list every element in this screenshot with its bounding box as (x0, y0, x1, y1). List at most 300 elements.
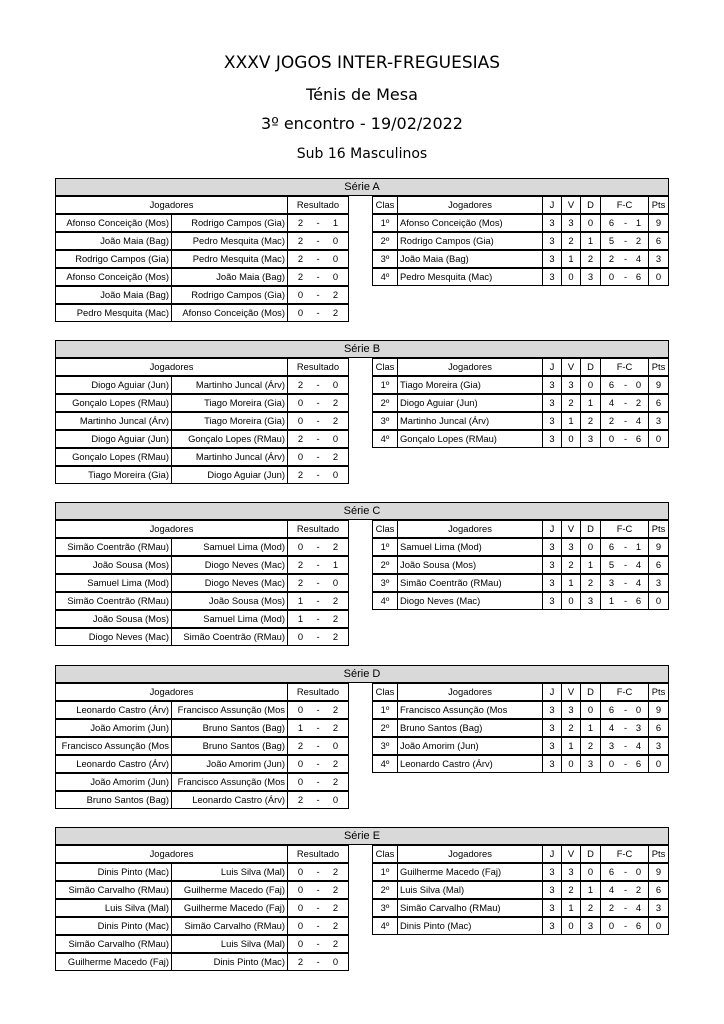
standing-against: 4 (629, 737, 649, 755)
standing-fc-dash: - (621, 232, 630, 250)
pts-header: Pts (648, 358, 669, 376)
match-score-1: 0 (287, 628, 313, 646)
match-player-2: Leonardo Castro (Árv) (171, 791, 288, 809)
match-score-1: 0 (287, 755, 313, 773)
standing-for: 1 (600, 592, 622, 610)
match-score-1: 0 (287, 863, 313, 881)
sport-title: Ténis de Mesa (306, 85, 418, 104)
standing-wins: 1 (561, 737, 581, 755)
result-header: Resultado (287, 683, 349, 701)
result-header: Resultado (287, 196, 349, 214)
match-score-2: 2 (323, 628, 349, 646)
match-score-2: 1 (323, 214, 349, 232)
standing-position: 2º (372, 394, 398, 412)
standing-points: 0 (648, 268, 669, 286)
match-score-1: 1 (287, 719, 313, 737)
standing-played: 3 (542, 430, 562, 448)
match-player-1: Gonçalo Lopes (RMau) (55, 448, 172, 466)
match-player-1: Dinis Pinto (Mac) (55, 863, 172, 881)
standing-fc-dash: - (621, 250, 630, 268)
match-score-2: 2 (323, 755, 349, 773)
match-score-dash: - (312, 232, 324, 250)
match-score-dash: - (312, 286, 324, 304)
standing-wins: 0 (561, 430, 581, 448)
match-score-dash: - (312, 430, 324, 448)
standing-played: 3 (542, 899, 562, 917)
standing-losses: 2 (580, 412, 601, 430)
match-score-2: 2 (323, 610, 349, 628)
match-player-2: Diogo Neves (Mac) (171, 556, 288, 574)
match-score-dash: - (312, 881, 324, 899)
match-score-1: 2 (287, 376, 313, 394)
j-header: J (542, 845, 562, 863)
standing-points: 9 (648, 701, 669, 719)
match-score-1: 2 (287, 574, 313, 592)
match-score-2: 2 (323, 592, 349, 610)
match-score-1: 0 (287, 881, 313, 899)
j-header: J (542, 683, 562, 701)
standing-player: Afonso Conceição (Mos) (397, 214, 543, 232)
standing-for: 5 (600, 232, 622, 250)
standing-wins: 2 (561, 719, 581, 737)
match-score-1: 2 (287, 556, 313, 574)
standing-points: 6 (648, 719, 669, 737)
match-score-dash: - (312, 917, 324, 935)
match-score-dash: - (312, 953, 324, 971)
standing-played: 3 (542, 592, 562, 610)
match-player-2: Bruno Santos (Bag) (171, 719, 288, 737)
rank-header: Clas (372, 845, 398, 863)
standing-position: 4º (372, 917, 398, 935)
match-score-dash: - (312, 719, 324, 737)
rank-header: Clas (372, 520, 398, 538)
standing-losses: 1 (580, 556, 601, 574)
standing-position: 3º (372, 574, 398, 592)
standing-wins: 0 (561, 917, 581, 935)
match-player-1: Dinis Pinto (Mac) (55, 917, 172, 935)
standing-losses: 1 (580, 719, 601, 737)
match-score-2: 2 (323, 863, 349, 881)
d-header: D (580, 358, 601, 376)
match-score-1: 2 (287, 953, 313, 971)
standing-position: 3º (372, 250, 398, 268)
result-header: Resultado (287, 520, 349, 538)
match-score-dash: - (312, 935, 324, 953)
match-score-dash: - (312, 268, 324, 286)
standing-played: 3 (542, 232, 562, 250)
match-player-2: Pedro Mesquita (Mac) (171, 232, 288, 250)
match-player-2: Martinho Juncal (Árv) (171, 376, 288, 394)
standing-against: 0 (629, 863, 649, 881)
standing-against: 0 (629, 376, 649, 394)
match-player-2: Afonso Conceição (Mos) (171, 304, 288, 322)
standing-fc-dash: - (621, 556, 630, 574)
match-score-2: 0 (323, 268, 349, 286)
match-score-dash: - (312, 448, 324, 466)
standing-against: 1 (629, 538, 649, 556)
standing-wins: 2 (561, 394, 581, 412)
match-player-1: Afonso Conceição (Mos) (55, 268, 172, 286)
match-score-2: 1 (323, 556, 349, 574)
standing-for: 6 (600, 863, 622, 881)
match-score-dash: - (312, 773, 324, 791)
match-score-dash: - (312, 214, 324, 232)
match-score-2: 0 (323, 430, 349, 448)
j-header: J (542, 358, 562, 376)
standing-against: 1 (629, 214, 649, 232)
standing-points: 9 (648, 214, 669, 232)
match-score-dash: - (312, 628, 324, 646)
player-header: Jogadores (397, 358, 543, 376)
standing-player: Francisco Assunção (Mos (397, 701, 543, 719)
match-player-1: Simão Coentrão (RMau) (55, 592, 172, 610)
page-title: XXXV JOGOS INTER-FREGUESIAS (223, 53, 501, 73)
standing-played: 3 (542, 412, 562, 430)
match-score-2: 0 (323, 791, 349, 809)
match-score-1: 2 (287, 466, 313, 484)
match-player-1: Simão Coentrão (RMau) (55, 538, 172, 556)
player-header: Jogadores (397, 845, 543, 863)
standing-points: 6 (648, 556, 669, 574)
match-player-2: Samuel Lima (Mod) (171, 610, 288, 628)
result-header: Resultado (287, 845, 349, 863)
standing-played: 3 (542, 250, 562, 268)
standing-fc-dash: - (621, 863, 630, 881)
match-player-2: Diogo Neves (Mac) (171, 574, 288, 592)
match-score-1: 0 (287, 701, 313, 719)
match-score-dash: - (312, 304, 324, 322)
match-player-1: Bruno Santos (Bag) (55, 791, 172, 809)
match-player-1: Leonardo Castro (Árv) (55, 701, 172, 719)
standing-for: 0 (600, 917, 622, 935)
match-player-1: Tiago Moreira (Gia) (55, 466, 172, 484)
standing-for: 2 (600, 412, 622, 430)
standing-against: 4 (629, 899, 649, 917)
standing-position: 1º (372, 376, 398, 394)
match-player-2: João Amorim (Jun) (171, 755, 288, 773)
match-score-1: 0 (287, 917, 313, 935)
match-score-1: 2 (287, 737, 313, 755)
match-score-2: 2 (323, 773, 349, 791)
standing-points: 0 (648, 430, 669, 448)
standing-points: 9 (648, 863, 669, 881)
rank-header: Clas (372, 358, 398, 376)
standing-losses: 0 (580, 863, 601, 881)
standing-losses: 3 (580, 268, 601, 286)
match-score-1: 2 (287, 268, 313, 286)
series-title: Série B (55, 340, 669, 358)
standing-against: 4 (629, 250, 649, 268)
match-score-1: 0 (287, 448, 313, 466)
match-player-2: Luis Silva (Mal) (171, 935, 288, 953)
series-title: Série E (55, 827, 669, 845)
standing-losses: 0 (580, 376, 601, 394)
standing-wins: 3 (561, 538, 581, 556)
standing-against: 2 (629, 394, 649, 412)
standing-played: 3 (542, 755, 562, 773)
standing-wins: 0 (561, 592, 581, 610)
standing-fc-dash: - (621, 394, 630, 412)
match-player-2: Guilherme Macedo (Faj) (171, 899, 288, 917)
players-header: Jogadores (55, 683, 288, 701)
standing-losses: 2 (580, 899, 601, 917)
standing-fc-dash: - (621, 755, 630, 773)
match-player-1: Gonçalo Lopes (RMau) (55, 394, 172, 412)
match-score-2: 0 (323, 953, 349, 971)
match-score-dash: - (312, 863, 324, 881)
fc-header: F-C (600, 683, 649, 701)
standing-player: Guilherme Macedo (Faj) (397, 863, 543, 881)
match-player-2: Tiago Moreira (Gia) (171, 394, 288, 412)
fc-header: F-C (600, 520, 649, 538)
standing-player: Martinho Juncal (Árv) (397, 412, 543, 430)
match-score-1: 1 (287, 592, 313, 610)
standing-wins: 0 (561, 755, 581, 773)
standing-wins: 2 (561, 232, 581, 250)
standing-fc-dash: - (621, 592, 630, 610)
standing-position: 1º (372, 863, 398, 881)
standing-for: 5 (600, 556, 622, 574)
match-score-dash: - (312, 412, 324, 430)
v-header: V (561, 845, 581, 863)
standing-fc-dash: - (621, 881, 630, 899)
standing-fc-dash: - (621, 574, 630, 592)
standing-for: 0 (600, 755, 622, 773)
standing-position: 2º (372, 556, 398, 574)
standing-position: 1º (372, 701, 398, 719)
standing-for: 3 (600, 737, 622, 755)
standing-losses: 3 (580, 430, 601, 448)
match-score-2: 2 (323, 394, 349, 412)
match-player-2: Simão Carvalho (RMau) (171, 917, 288, 935)
standing-position: 4º (372, 755, 398, 773)
match-score-2: 2 (323, 538, 349, 556)
standing-played: 3 (542, 719, 562, 737)
match-player-1: João Amorim (Jun) (55, 773, 172, 791)
standing-position: 1º (372, 538, 398, 556)
match-score-dash: - (312, 250, 324, 268)
standing-position: 3º (372, 412, 398, 430)
match-player-1: Diogo Aguiar (Jun) (55, 376, 172, 394)
match-score-dash: - (312, 899, 324, 917)
standing-wins: 3 (561, 701, 581, 719)
standing-played: 3 (542, 917, 562, 935)
standing-played: 3 (542, 538, 562, 556)
match-player-2: Francisco Assunção (Mos (171, 701, 288, 719)
standing-for: 4 (600, 719, 622, 737)
standing-played: 3 (542, 214, 562, 232)
match-player-1: Diogo Aguiar (Jun) (55, 430, 172, 448)
standing-player: Dinis Pinto (Mac) (397, 917, 543, 935)
match-score-2: 0 (323, 232, 349, 250)
standing-for: 0 (600, 430, 622, 448)
standing-position: 3º (372, 737, 398, 755)
standing-played: 3 (542, 376, 562, 394)
standing-played: 3 (542, 881, 562, 899)
j-header: J (542, 520, 562, 538)
standing-points: 0 (648, 592, 669, 610)
standing-points: 3 (648, 412, 669, 430)
standing-player: Pedro Mesquita (Mac) (397, 268, 543, 286)
standing-losses: 0 (580, 214, 601, 232)
standing-against: 4 (629, 574, 649, 592)
d-header: D (580, 196, 601, 214)
match-player-1: Samuel Lima (Mod) (55, 574, 172, 592)
standing-player: Leonardo Castro (Árv) (397, 755, 543, 773)
match-player-1: Diogo Neves (Mac) (55, 628, 172, 646)
match-player-1: João Maia (Bag) (55, 232, 172, 250)
standing-for: 6 (600, 376, 622, 394)
fc-header: F-C (600, 845, 649, 863)
fc-header: F-C (600, 358, 649, 376)
result-header: Resultado (287, 358, 349, 376)
standing-points: 0 (648, 755, 669, 773)
match-score-dash: - (312, 701, 324, 719)
standing-fc-dash: - (621, 719, 630, 737)
match-score-2: 2 (323, 701, 349, 719)
standing-player: Bruno Santos (Bag) (397, 719, 543, 737)
match-score-1: 2 (287, 791, 313, 809)
pts-header: Pts (648, 683, 669, 701)
standing-losses: 1 (580, 394, 601, 412)
standing-against: 2 (629, 232, 649, 250)
standing-against: 3 (629, 719, 649, 737)
category-title: Sub 16 Masculinos (296, 146, 428, 162)
standing-player: Samuel Lima (Mod) (397, 538, 543, 556)
match-score-dash: - (312, 791, 324, 809)
standing-player: Diogo Aguiar (Jun) (397, 394, 543, 412)
standing-against: 4 (629, 412, 649, 430)
series-title: Série D (55, 665, 669, 683)
match-score-2: 0 (323, 737, 349, 755)
match-score-dash: - (312, 394, 324, 412)
standing-wins: 1 (561, 574, 581, 592)
match-score-dash: - (312, 556, 324, 574)
standing-fc-dash: - (621, 214, 630, 232)
standing-wins: 0 (561, 268, 581, 286)
standing-fc-dash: - (621, 538, 630, 556)
standing-for: 4 (600, 881, 622, 899)
match-player-1: Simão Carvalho (RMau) (55, 881, 172, 899)
standing-points: 6 (648, 232, 669, 250)
players-header: Jogadores (55, 520, 288, 538)
standing-played: 3 (542, 394, 562, 412)
standing-losses: 2 (580, 574, 601, 592)
standing-position: 4º (372, 592, 398, 610)
match-player-2: Martinho Juncal (Árv) (171, 448, 288, 466)
match-player-2: Francisco Assunção (Mos (171, 773, 288, 791)
standing-wins: 1 (561, 250, 581, 268)
match-player-2: Pedro Mesquita (Mac) (171, 250, 288, 268)
match-player-2: Simão Coentrão (RMau) (171, 628, 288, 646)
standing-position: 3º (372, 899, 398, 917)
standing-for: 4 (600, 394, 622, 412)
match-player-1: Leonardo Castro (Árv) (55, 755, 172, 773)
players-header: Jogadores (55, 845, 288, 863)
match-player-2: Gonçalo Lopes (RMau) (171, 430, 288, 448)
match-score-1: 0 (287, 899, 313, 917)
standing-points: 9 (648, 376, 669, 394)
standing-losses: 3 (580, 917, 601, 935)
standing-for: 0 (600, 268, 622, 286)
match-player-2: Samuel Lima (Mod) (171, 538, 288, 556)
match-score-2: 0 (323, 376, 349, 394)
match-player-2: Tiago Moreira (Gia) (171, 412, 288, 430)
standing-player: Gonçalo Lopes (RMau) (397, 430, 543, 448)
standing-points: 3 (648, 250, 669, 268)
standing-wins: 3 (561, 863, 581, 881)
match-score-dash: - (312, 592, 324, 610)
standing-played: 3 (542, 268, 562, 286)
match-player-1: João Sousa (Mos) (55, 610, 172, 628)
pts-header: Pts (648, 845, 669, 863)
standing-fc-dash: - (621, 412, 630, 430)
standing-points: 3 (648, 574, 669, 592)
match-score-dash: - (312, 755, 324, 773)
match-score-2: 2 (323, 899, 349, 917)
match-score-1: 0 (287, 412, 313, 430)
standing-for: 6 (600, 538, 622, 556)
player-header: Jogadores (397, 683, 543, 701)
series-title: Série A (55, 178, 669, 196)
match-player-2: Bruno Santos (Bag) (171, 737, 288, 755)
standing-losses: 2 (580, 250, 601, 268)
standing-played: 3 (542, 701, 562, 719)
standing-player: Simão Carvalho (RMau) (397, 899, 543, 917)
standing-position: 2º (372, 719, 398, 737)
match-player-1: Martinho Juncal (Árv) (55, 412, 172, 430)
match-player-2: Guilherme Macedo (Faj) (171, 881, 288, 899)
standing-wins: 1 (561, 899, 581, 917)
v-header: V (561, 196, 581, 214)
standing-losses: 3 (580, 592, 601, 610)
match-score-dash: - (312, 574, 324, 592)
standing-fc-dash: - (621, 917, 630, 935)
match-score-1: 0 (287, 394, 313, 412)
standing-played: 3 (542, 574, 562, 592)
standing-for: 2 (600, 899, 622, 917)
standing-position: 4º (372, 268, 398, 286)
match-player-2: João Sousa (Mos) (171, 592, 288, 610)
match-score-2: 2 (323, 917, 349, 935)
j-header: J (542, 196, 562, 214)
match-score-dash: - (312, 376, 324, 394)
match-player-2: Dinis Pinto (Mac) (171, 953, 288, 971)
match-player-2: João Maia (Bag) (171, 268, 288, 286)
standing-position: 1º (372, 214, 398, 232)
match-score-2: 0 (323, 466, 349, 484)
match-player-2: Rodrigo Campos (Gia) (171, 214, 288, 232)
standing-points: 6 (648, 881, 669, 899)
standing-losses: 0 (580, 701, 601, 719)
match-score-2: 2 (323, 286, 349, 304)
player-header: Jogadores (397, 196, 543, 214)
standing-against: 6 (629, 430, 649, 448)
standing-losses: 3 (580, 755, 601, 773)
match-score-1: 2 (287, 214, 313, 232)
match-score-2: 2 (323, 935, 349, 953)
d-header: D (580, 520, 601, 538)
standing-player: Diogo Neves (Mac) (397, 592, 543, 610)
standing-wins: 2 (561, 556, 581, 574)
match-player-2: Diogo Aguiar (Jun) (171, 466, 288, 484)
player-header: Jogadores (397, 520, 543, 538)
rank-header: Clas (372, 683, 398, 701)
match-score-1: 0 (287, 538, 313, 556)
standing-position: 4º (372, 430, 398, 448)
match-score-2: 2 (323, 412, 349, 430)
series-title: Série C (55, 502, 669, 520)
